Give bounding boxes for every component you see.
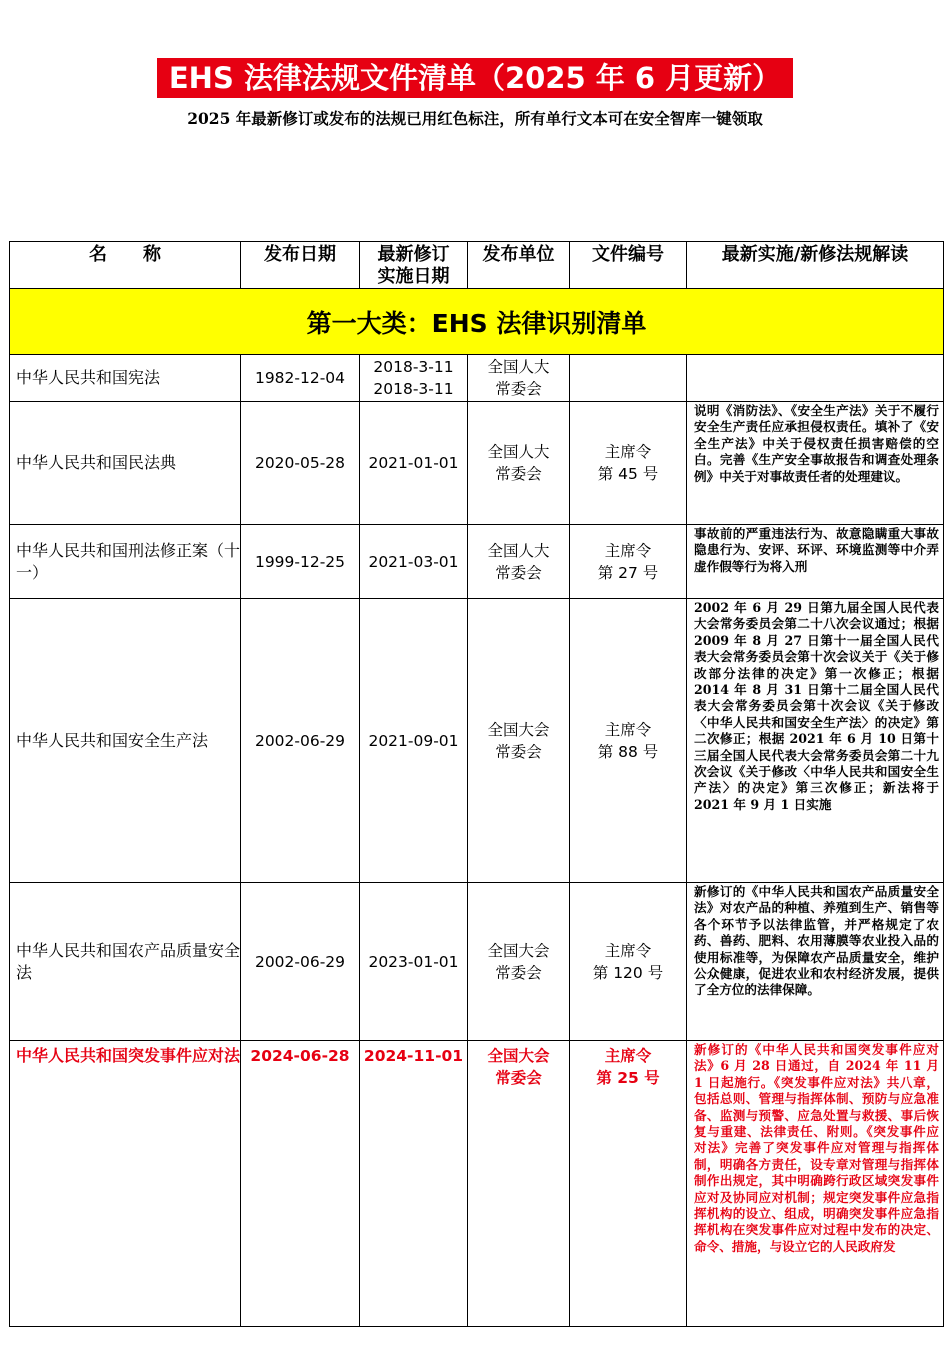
row-unit-line1: 全国人大 xyxy=(487,358,550,376)
row-num xyxy=(570,402,687,525)
row-num-line2: 第 88 号 xyxy=(597,742,659,761)
page-subtitle: 2025 年最新修订或发布的法规已用红色标注，所有单行文本可在安全智库一键领取 xyxy=(187,109,763,128)
row-unit xyxy=(468,599,570,883)
row-num-line1: 主席令 xyxy=(604,1047,652,1065)
row-unit-line1: 全国大会 xyxy=(487,720,550,739)
row-num xyxy=(570,355,687,402)
col-header-rev-date-line2: 实施日期 xyxy=(377,266,450,287)
row-unit-line2: 常委会 xyxy=(495,563,542,582)
regulation-table xyxy=(9,241,944,1327)
row-num-line2: 第 45 号 xyxy=(597,465,659,483)
row-pub-date: 2020-05-28 xyxy=(241,402,360,525)
page-title: EHS 法律法规文件清单（2025 年 6 月更新） xyxy=(157,58,793,98)
row-rev-date: 2024-11-01 xyxy=(360,1041,468,1327)
row-name: 中华人民共和国农产品质量安全法 xyxy=(10,883,241,1041)
col-header-num: 文件编号 xyxy=(570,242,687,289)
row-num-line1: 主席令 xyxy=(604,541,652,560)
row-rev-date-b: 2018-3-11 xyxy=(373,380,454,398)
col-header-rev-date-line1: 最新修订 xyxy=(377,244,450,265)
row-unit-line1: 全国人大 xyxy=(487,443,550,461)
row-num xyxy=(570,1041,687,1327)
table-row xyxy=(10,402,944,525)
row-desc: 事故前的严重违法行为、故意隐瞒重大事故隐患行为、安评、环评、环境监测等中介弄虚作假等行为将入刑 xyxy=(687,525,944,599)
row-unit xyxy=(468,883,570,1041)
row-num xyxy=(570,599,687,883)
row-num xyxy=(570,883,687,1041)
row-num-line1: 主席令 xyxy=(604,720,652,739)
row-name: 中华人民共和国突发事件应对法 xyxy=(10,1041,241,1327)
row-num-line2: 第 25 号 xyxy=(596,1069,660,1087)
row-pub-date: 1982-12-04 xyxy=(241,355,360,402)
table-row xyxy=(10,525,944,599)
row-name: 中华人民共和国安全生产法 xyxy=(10,599,241,883)
row-rev-date: 2023-01-01 xyxy=(360,883,468,1041)
row-rev-date: 2021-01-01 xyxy=(360,402,468,525)
row-desc-clip: 新修订的《中华人民共和国突发事件应对法》6 月 28 日通过，自 2024 年 11 月 1 日起施行。《突发事件应对法》共八章，包括总则、管理与指挥体制、预防与应急准备、监测与预警、应急处置与救援、事后恢复与重建、法律责任、附则。《突发事件应对法》完善了突发事件应对管理与指挥体制，明确各方责任，设专章对管理与指挥体制作出规定，其中明确跨行政区域突发事件应对及协同应对机制；规定突发事件应急指挥机构的设立、组成，明确突发事件应急指挥机构在突发事件应对过程中发布的决定、命令、措施，与设立它的人民政府发 xyxy=(694,1042,939,1254)
row-pub-date: 2002-06-29 xyxy=(241,599,360,883)
row-unit xyxy=(468,402,570,525)
table-row xyxy=(10,355,944,402)
col-header-unit: 发布单位 xyxy=(468,242,570,289)
row-pub-date: 1999-12-25 xyxy=(241,525,360,599)
row-name: 中华人民共和国民法典 xyxy=(10,402,241,525)
row-desc: 说明《消防法》、《安全生产法》关于不履行安全生产责任应承担侵权责任。填补了《安全生产法》中关于侵权责任损害赔偿的空白。完善《生产安全事故报告和调查处理条例》中关于对事故责任者的处理建议。 xyxy=(687,402,944,525)
row-unit-line2: 常委会 xyxy=(495,465,542,483)
row-rev-date: 2021-09-01 xyxy=(360,599,468,883)
row-unit xyxy=(468,1041,570,1327)
table-row xyxy=(10,599,944,883)
table-header-row xyxy=(10,242,944,289)
category-row xyxy=(10,289,944,355)
col-header-desc: 最新实施/新修法规解读 xyxy=(687,242,944,289)
col-header-name: 名 称 xyxy=(10,242,241,289)
row-unit-line2: 常委会 xyxy=(495,1069,542,1087)
title-wrap xyxy=(0,58,950,98)
row-num-line2: 第 27 号 xyxy=(597,563,659,582)
col-header-pub-date: 发布日期 xyxy=(241,242,360,289)
row-pub-date: 2024-06-28 xyxy=(241,1041,360,1327)
row-rev-date xyxy=(360,355,468,402)
row-num-line1: 主席令 xyxy=(604,443,652,461)
row-desc: 2002 年 6 月 29 日第九届全国人民代表大会常务委员会第二十八次会议通过；根据 2009 年 8 月 27 日第十一届全国人民代表大会常务委员会第十次会议关于《关于修改部分法律的决定》第一次修正；根据 2014 年 8 月 31 日第十二届全国人民代表大会常务委员会第十次会议《关于修改〈中华人民共和国安全生产法〉的决定》第二次修正；根据 2021 年 6 月 10 日第十三届全国人民代表大会常务委员会第二十九次会议《关于修改〈中华人民共和国安全生产法〉的决定》第三次修正；新法将于 2021 年 9 月 1 日实施 xyxy=(687,599,944,883)
table-row xyxy=(10,883,944,1041)
category-title: 第一大类：EHS 法律识别清单 xyxy=(10,289,944,355)
row-num xyxy=(570,525,687,599)
col-header-rev-date xyxy=(360,242,468,289)
row-name: 中华人民共和国刑法修正案（十一） xyxy=(10,525,241,599)
row-name: 中华人民共和国宪法 xyxy=(10,355,241,402)
row-desc xyxy=(687,355,944,402)
row-unit-line2: 常委会 xyxy=(495,380,542,398)
row-unit xyxy=(468,525,570,599)
row-rev-date: 2021-03-01 xyxy=(360,525,468,599)
table-row-highlighted xyxy=(10,1041,944,1327)
row-desc: 新修订的《中华人民共和国农产品质量安全法》对农产品的种植、养殖到生产、销售等各个环节予以法律监管，并严格规定了农药、兽药、肥料、农用薄膜等农业投入品的使用标准等，为保障农产品质量安全，维护公众健康，促进农业和农村经济发展，提供了全方位的法律保障。 xyxy=(687,883,944,1041)
row-unit-line1: 全国大会 xyxy=(487,941,550,960)
row-rev-date-a: 2018-3-11 xyxy=(373,358,454,376)
row-desc xyxy=(687,1041,944,1327)
row-unit-line1: 全国人大 xyxy=(487,541,550,560)
row-num-line1: 主席令 xyxy=(604,941,652,960)
row-unit xyxy=(468,355,570,402)
row-unit-line2: 常委会 xyxy=(495,742,542,761)
row-unit-line2: 常委会 xyxy=(495,963,542,982)
row-pub-date: 2002-06-29 xyxy=(241,883,360,1041)
row-unit-line1: 全国大会 xyxy=(487,1047,550,1065)
row-num-line2: 第 120 号 xyxy=(592,963,664,982)
